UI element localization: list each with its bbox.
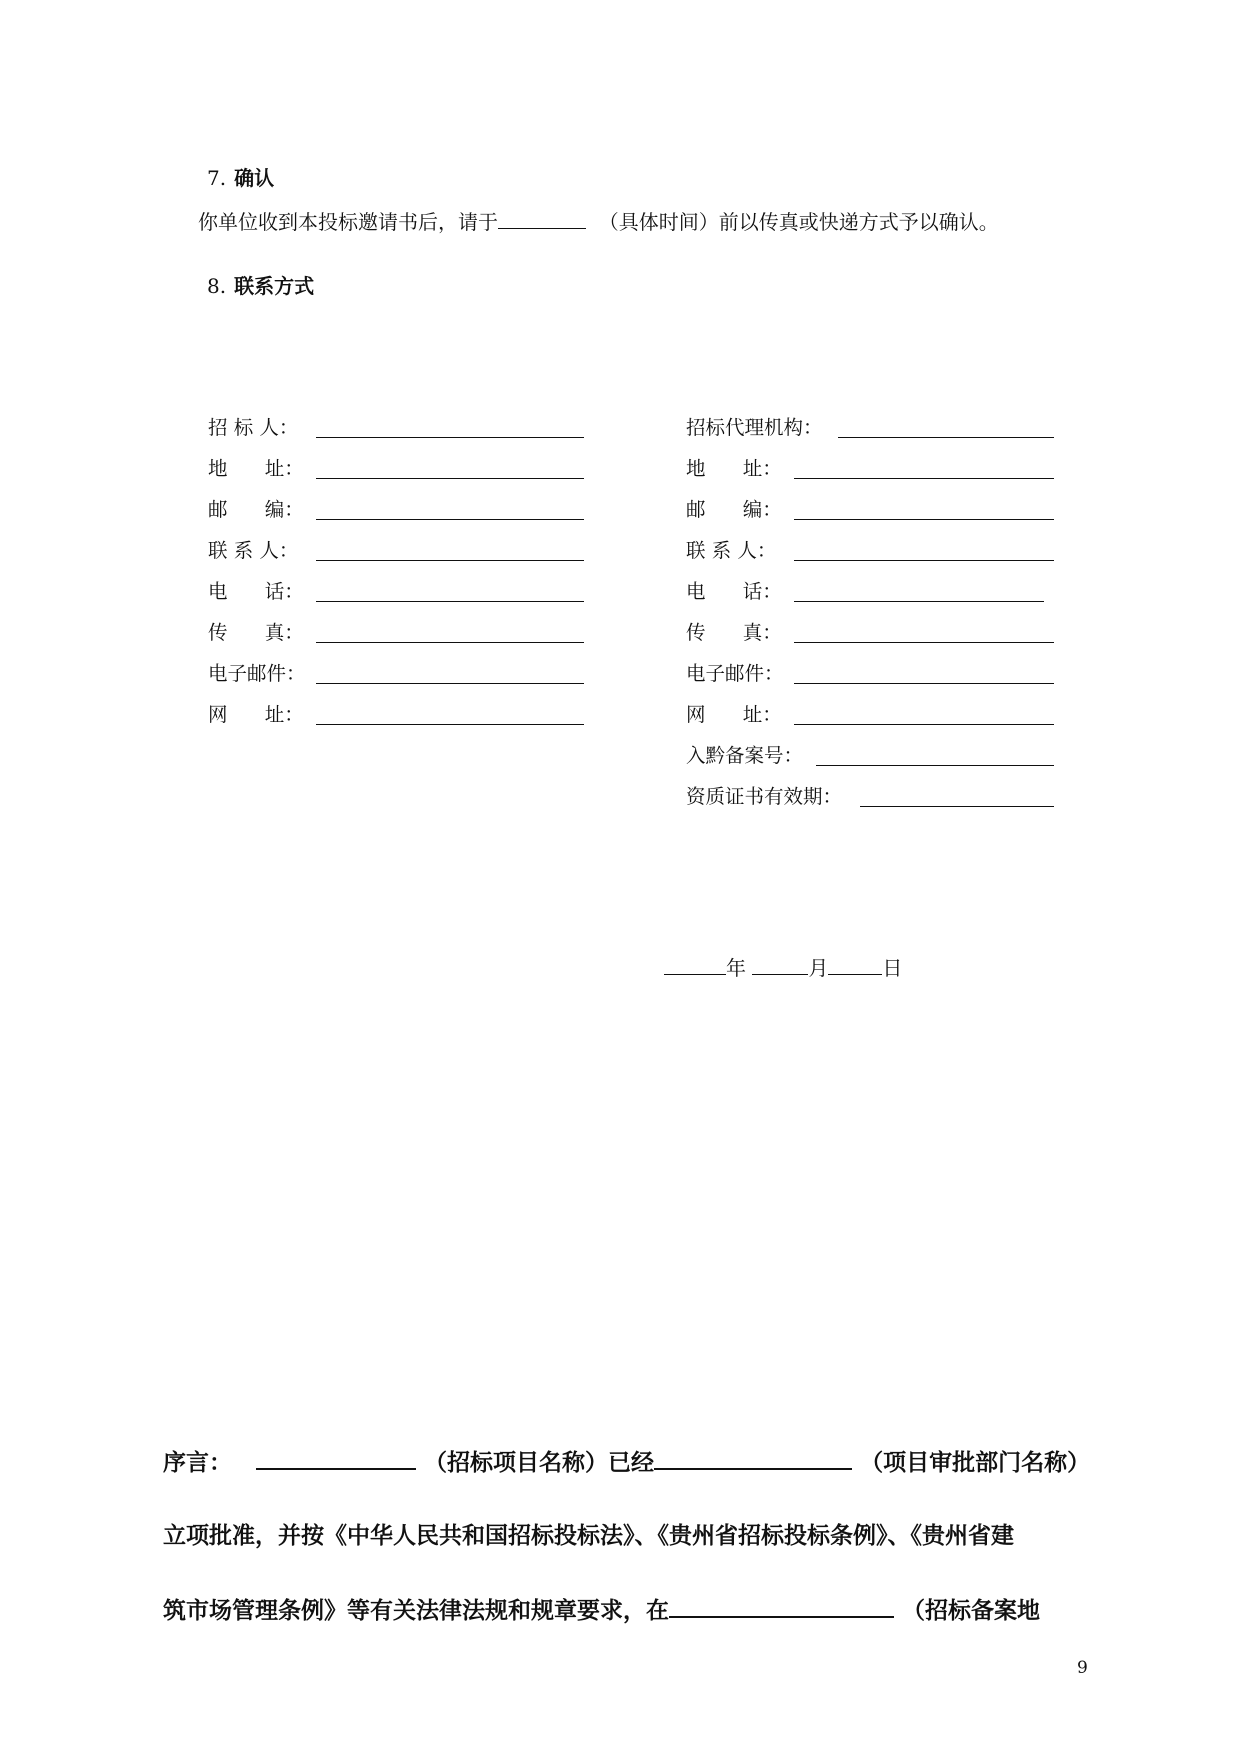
field-label: 招 标 人： <box>208 416 299 439</box>
tenderer-field-row <box>208 453 588 481</box>
tenderer-address-blank[interactable] <box>316 478 584 479</box>
preface-text-3: 立项批准，并按《中华人民共和国招标投标法》、《贵州省招标投标条例》、《贵州省建 <box>163 1522 1014 1549</box>
agency-website-blank[interactable] <box>794 724 1054 725</box>
preface-line-3 <box>163 1590 1040 1625</box>
agency-field-row <box>686 576 1056 604</box>
year-blank[interactable] <box>664 952 726 975</box>
field-label: 邮 编： <box>686 498 782 521</box>
approval-department-blank[interactable] <box>654 1442 852 1470</box>
tenderer-fax-blank[interactable] <box>316 642 584 643</box>
tenderer-website-blank[interactable] <box>316 724 584 725</box>
tenderer-field-row <box>208 658 588 686</box>
confirm-text-before: 你单位收到本投标邀请书后，请于 <box>198 210 498 234</box>
field-label: 网 址： <box>686 703 782 726</box>
section-7-heading <box>207 162 274 191</box>
field-label: 传 真： <box>208 621 304 644</box>
field-label: 电子邮件： <box>686 662 784 685</box>
field-label: 地 址： <box>686 457 782 480</box>
agency-field-row <box>686 412 1056 440</box>
month-label: 月 <box>808 956 829 980</box>
agency-field-row <box>686 535 1056 563</box>
section-7-body <box>198 206 999 235</box>
section-8-heading <box>207 270 314 299</box>
confirm-time-blank[interactable] <box>498 206 586 229</box>
field-label: 招标代理机构： <box>686 416 823 439</box>
tenderer-postcode-blank[interactable] <box>316 519 584 520</box>
field-label: 网 址： <box>208 703 304 726</box>
tenderer-phone-blank[interactable] <box>316 601 584 602</box>
field-label: 资质证书有效期： <box>686 785 843 808</box>
field-label: 邮 编： <box>208 498 304 521</box>
agency-field-row <box>686 740 1056 768</box>
agency-registration-blank[interactable] <box>816 765 1054 766</box>
preface-text-1: （招标项目名称）已经 <box>424 1449 655 1476</box>
agency-name-blank[interactable] <box>838 437 1054 438</box>
year-label: 年 <box>726 956 746 980</box>
section-7-number: 7. <box>207 166 227 190</box>
field-label: 电 话： <box>208 580 304 603</box>
section-8-title: 联系方式 <box>234 274 315 298</box>
agency-field-row <box>686 781 1056 809</box>
field-label: 传 真： <box>686 621 782 644</box>
preface-line-2 <box>163 1517 1014 1550</box>
agency-fax-blank[interactable] <box>794 642 1054 643</box>
preface-text-4: 筑市场管理条例》等有关法律法规和规章要求，在 <box>163 1597 669 1624</box>
agency-email-blank[interactable] <box>794 683 1054 684</box>
day-label: 日 <box>882 956 903 980</box>
tenderer-field-row <box>208 412 588 440</box>
preface-text-5: （招标备案地 <box>902 1597 1041 1624</box>
preface-text-2: （项目审批部门名称） <box>860 1449 1091 1476</box>
tenderer-name-blank[interactable] <box>316 437 584 438</box>
field-label: 入黔备案号： <box>686 744 804 767</box>
agency-field-row <box>686 494 1056 522</box>
tenderer-contact-person-blank[interactable] <box>316 560 584 561</box>
filing-location-blank[interactable] <box>669 1590 894 1618</box>
project-name-blank[interactable] <box>256 1442 416 1470</box>
confirm-text-after: （具体时间）前以传真或快递方式予以确认。 <box>598 210 999 234</box>
agency-field-row <box>686 617 1056 645</box>
date-line <box>664 952 902 981</box>
agency-field-row <box>686 699 1056 727</box>
preface-label: 序言： <box>163 1449 232 1476</box>
day-blank[interactable] <box>828 952 882 975</box>
agency-field-row <box>686 453 1056 481</box>
section-8-number: 8. <box>207 274 227 298</box>
tenderer-field-row <box>208 617 588 645</box>
agency-postcode-blank[interactable] <box>794 519 1054 520</box>
tenderer-field-row <box>208 535 588 563</box>
field-label: 地 址： <box>208 457 304 480</box>
field-label: 电 话： <box>686 580 782 603</box>
preface-line-1 <box>163 1442 1090 1477</box>
tenderer-field-row <box>208 576 588 604</box>
page-number: 9 <box>1077 1658 1088 1678</box>
tenderer-email-blank[interactable] <box>316 683 584 684</box>
tenderer-field-row <box>208 699 588 727</box>
field-label: 联 系 人： <box>208 539 299 562</box>
field-label: 联 系 人： <box>686 539 777 562</box>
field-label: 电子邮件： <box>208 662 306 685</box>
agency-certificate-validity-blank[interactable] <box>860 806 1054 807</box>
tenderer-field-row <box>208 494 588 522</box>
agency-contact-person-blank[interactable] <box>794 560 1054 561</box>
agency-address-blank[interactable] <box>794 478 1054 479</box>
agency-phone-blank[interactable] <box>794 601 1044 602</box>
agency-field-row <box>686 658 1056 686</box>
section-7-title: 确认 <box>234 166 275 190</box>
month-blank[interactable] <box>752 952 808 975</box>
